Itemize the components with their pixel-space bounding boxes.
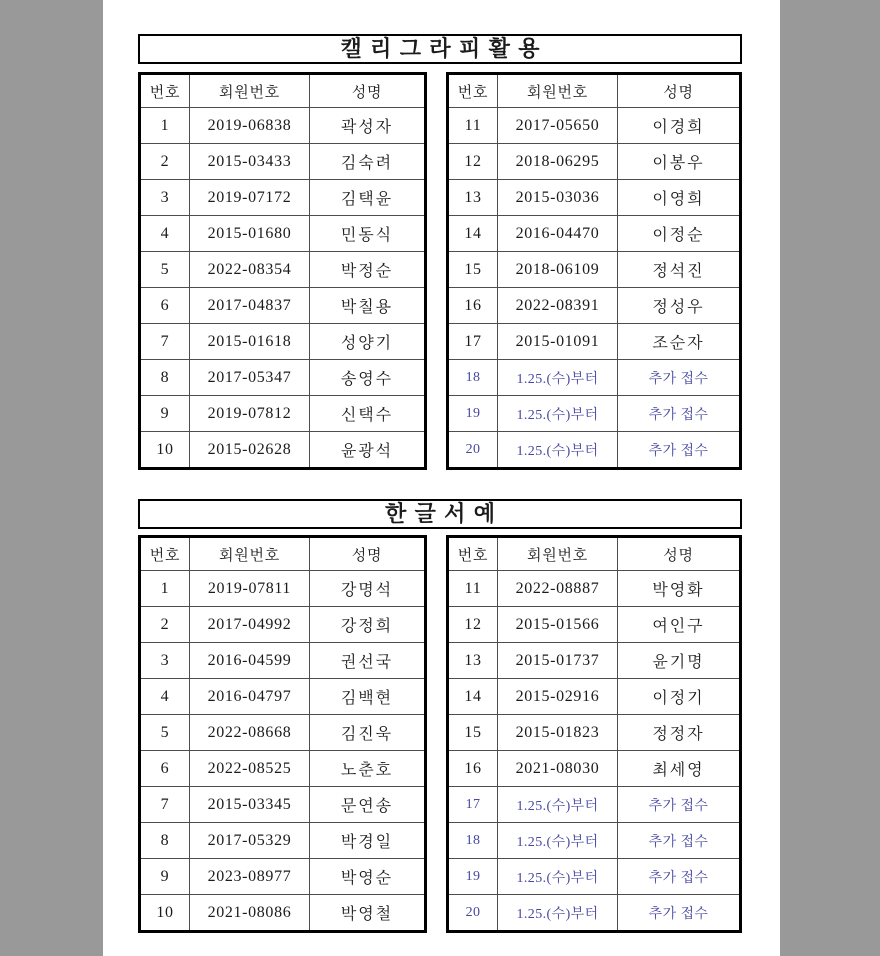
table-row	[448, 679, 741, 715]
name-cell: 이정순	[618, 216, 741, 252]
table-row	[140, 715, 426, 751]
name-cell: 성양기	[310, 324, 426, 360]
member-number-cell: 2022-08354	[190, 252, 310, 288]
row-number-cell: 14	[448, 216, 498, 252]
name-cell: 조순자	[618, 324, 741, 360]
roster-table-left	[138, 535, 427, 933]
name-cell: 추가 접수	[618, 360, 741, 396]
table-row	[448, 360, 741, 396]
header-row	[140, 537, 426, 571]
member-number-cell: 2021-08030	[498, 751, 618, 787]
member-number-cell: 2017-05329	[190, 823, 310, 859]
name-cell: 김진욱	[310, 715, 426, 751]
column-header-name: 성명	[310, 74, 426, 108]
name-cell: 민동식	[310, 216, 426, 252]
table-row	[140, 324, 426, 360]
table-row	[140, 751, 426, 787]
row-number-cell: 19	[448, 396, 498, 432]
name-cell: 강정희	[310, 607, 426, 643]
name-cell: 노춘호	[310, 751, 426, 787]
table-row	[140, 360, 426, 396]
name-cell: 추가 접수	[618, 432, 741, 469]
name-cell: 여인구	[618, 607, 741, 643]
table-row	[448, 715, 741, 751]
header-row	[448, 74, 741, 108]
row-number-cell: 10	[140, 432, 190, 469]
name-cell: 추가 접수	[618, 396, 741, 432]
table-row	[448, 252, 741, 288]
row-number-cell: 4	[140, 216, 190, 252]
member-number-cell: 1.25.(수)부터	[498, 360, 618, 396]
table-row	[140, 643, 426, 679]
table-row	[140, 859, 426, 895]
member-number-cell: 1.25.(수)부터	[498, 787, 618, 823]
column-header-no: 번호	[448, 74, 498, 108]
column-header-member: 회원번호	[190, 537, 310, 571]
member-number-cell: 2016-04599	[190, 643, 310, 679]
member-number-cell: 2018-06295	[498, 144, 618, 180]
row-number-cell: 5	[140, 252, 190, 288]
table-row	[140, 252, 426, 288]
row-number-cell: 2	[140, 607, 190, 643]
member-number-cell: 2015-03036	[498, 180, 618, 216]
table-row	[140, 823, 426, 859]
row-number-cell: 13	[448, 643, 498, 679]
name-cell: 정석진	[618, 252, 741, 288]
table-row	[448, 396, 741, 432]
row-number-cell: 3	[140, 643, 190, 679]
table-row	[448, 607, 741, 643]
name-cell: 김택윤	[310, 180, 426, 216]
name-cell: 윤기명	[618, 643, 741, 679]
table-row	[448, 432, 741, 469]
name-cell: 추가 접수	[618, 787, 741, 823]
member-number-cell: 2017-04992	[190, 607, 310, 643]
member-number-cell: 1.25.(수)부터	[498, 823, 618, 859]
member-number-cell: 2022-08391	[498, 288, 618, 324]
row-number-cell: 9	[140, 859, 190, 895]
column-header-name: 성명	[618, 74, 741, 108]
name-cell: 박영철	[310, 895, 426, 932]
row-number-cell: 16	[448, 288, 498, 324]
table-row	[140, 180, 426, 216]
section-title: 한글서예	[138, 499, 742, 529]
name-cell: 박영화	[618, 571, 741, 607]
name-cell: 강명석	[310, 571, 426, 607]
table-row	[140, 679, 426, 715]
table-row	[448, 895, 741, 932]
name-cell: 김숙려	[310, 144, 426, 180]
member-number-cell: 2015-03433	[190, 144, 310, 180]
name-cell: 정정자	[618, 715, 741, 751]
member-number-cell: 2019-07172	[190, 180, 310, 216]
table-row	[140, 396, 426, 432]
row-number-cell: 1	[140, 571, 190, 607]
tables-row	[138, 72, 742, 470]
name-cell: 박영순	[310, 859, 426, 895]
row-number-cell: 9	[140, 396, 190, 432]
name-cell: 박칠용	[310, 288, 426, 324]
member-number-cell: 2015-01680	[190, 216, 310, 252]
name-cell: 권선국	[310, 643, 426, 679]
row-number-cell: 15	[448, 252, 498, 288]
roster-table-left	[138, 72, 427, 470]
row-number-cell: 17	[448, 324, 498, 360]
tables-row	[138, 535, 742, 933]
column-header-member: 회원번호	[498, 537, 618, 571]
table-row	[140, 144, 426, 180]
row-number-cell: 7	[140, 324, 190, 360]
table-row	[140, 288, 426, 324]
row-number-cell: 5	[140, 715, 190, 751]
table-row	[448, 288, 741, 324]
section-title: 캘리그라피활용	[138, 34, 742, 64]
row-number-cell: 11	[448, 571, 498, 607]
member-number-cell: 2015-01618	[190, 324, 310, 360]
table-row	[140, 787, 426, 823]
table-row	[140, 607, 426, 643]
name-cell: 송영수	[310, 360, 426, 396]
table-row	[140, 216, 426, 252]
roster-table-right	[446, 72, 742, 470]
name-cell: 박경일	[310, 823, 426, 859]
column-header-name: 성명	[618, 537, 741, 571]
name-cell: 박정순	[310, 252, 426, 288]
row-number-cell: 6	[140, 751, 190, 787]
row-number-cell: 1	[140, 108, 190, 144]
column-header-member: 회원번호	[498, 74, 618, 108]
row-number-cell: 12	[448, 144, 498, 180]
table-row	[448, 859, 741, 895]
member-number-cell: 2015-03345	[190, 787, 310, 823]
row-number-cell: 18	[448, 823, 498, 859]
document-page	[103, 0, 780, 956]
member-number-cell: 2023-08977	[190, 859, 310, 895]
row-number-cell: 15	[448, 715, 498, 751]
name-cell: 이경희	[618, 108, 741, 144]
row-number-cell: 11	[448, 108, 498, 144]
row-number-cell: 13	[448, 180, 498, 216]
member-number-cell: 2015-01823	[498, 715, 618, 751]
roster-table-right	[446, 535, 742, 933]
column-header-member: 회원번호	[190, 74, 310, 108]
member-number-cell: 2015-01566	[498, 607, 618, 643]
table-row	[448, 823, 741, 859]
member-number-cell: 1.25.(수)부터	[498, 859, 618, 895]
row-number-cell: 14	[448, 679, 498, 715]
table-row	[140, 895, 426, 932]
name-cell: 추가 접수	[618, 823, 741, 859]
table-row	[448, 216, 741, 252]
page-content	[138, 0, 742, 933]
name-cell: 윤광석	[310, 432, 426, 469]
member-number-cell: 2019-07812	[190, 396, 310, 432]
name-cell: 추가 접수	[618, 895, 741, 932]
row-number-cell: 19	[448, 859, 498, 895]
row-number-cell: 17	[448, 787, 498, 823]
member-number-cell: 2015-01091	[498, 324, 618, 360]
member-number-cell: 2022-08525	[190, 751, 310, 787]
row-number-cell: 8	[140, 823, 190, 859]
name-cell: 이정기	[618, 679, 741, 715]
table-row	[448, 180, 741, 216]
member-number-cell: 2016-04470	[498, 216, 618, 252]
name-cell: 추가 접수	[618, 859, 741, 895]
member-number-cell: 2018-06109	[498, 252, 618, 288]
member-number-cell: 2022-08668	[190, 715, 310, 751]
row-number-cell: 20	[448, 895, 498, 932]
row-number-cell: 18	[448, 360, 498, 396]
column-header-name: 성명	[310, 537, 426, 571]
header-row	[140, 74, 426, 108]
table-row	[140, 432, 426, 469]
member-number-cell: 2017-04837	[190, 288, 310, 324]
name-cell: 곽성자	[310, 108, 426, 144]
row-number-cell: 20	[448, 432, 498, 469]
member-number-cell: 2019-07811	[190, 571, 310, 607]
row-number-cell: 8	[140, 360, 190, 396]
column-header-no: 번호	[140, 74, 190, 108]
column-header-no: 번호	[448, 537, 498, 571]
row-number-cell: 4	[140, 679, 190, 715]
member-number-cell: 1.25.(수)부터	[498, 396, 618, 432]
member-number-cell: 2015-01737	[498, 643, 618, 679]
member-number-cell: 2021-08086	[190, 895, 310, 932]
member-number-cell: 2015-02628	[190, 432, 310, 469]
table-row	[448, 144, 741, 180]
row-number-cell: 6	[140, 288, 190, 324]
member-number-cell: 1.25.(수)부터	[498, 895, 618, 932]
row-number-cell: 3	[140, 180, 190, 216]
table-row	[448, 751, 741, 787]
row-number-cell: 7	[140, 787, 190, 823]
table-row	[448, 787, 741, 823]
name-cell: 최세영	[618, 751, 741, 787]
row-number-cell: 2	[140, 144, 190, 180]
name-cell: 이영희	[618, 180, 741, 216]
name-cell: 문연송	[310, 787, 426, 823]
row-number-cell: 10	[140, 895, 190, 932]
name-cell: 이봉우	[618, 144, 741, 180]
row-number-cell: 12	[448, 607, 498, 643]
member-number-cell: 2016-04797	[190, 679, 310, 715]
member-number-cell: 2019-06838	[190, 108, 310, 144]
table-row	[140, 108, 426, 144]
section-calligraphy-use	[138, 34, 742, 470]
member-number-cell: 1.25.(수)부터	[498, 432, 618, 469]
table-row	[448, 643, 741, 679]
name-cell: 정성우	[618, 288, 741, 324]
table-row	[448, 108, 741, 144]
member-number-cell: 2017-05650	[498, 108, 618, 144]
section-hangul-calligraphy	[138, 499, 742, 933]
member-number-cell: 2017-05347	[190, 360, 310, 396]
table-row	[140, 571, 426, 607]
member-number-cell: 2022-08887	[498, 571, 618, 607]
column-header-no: 번호	[140, 537, 190, 571]
header-row	[448, 537, 741, 571]
table-row	[448, 324, 741, 360]
name-cell: 김백현	[310, 679, 426, 715]
table-row	[448, 571, 741, 607]
member-number-cell: 2015-02916	[498, 679, 618, 715]
name-cell: 신택수	[310, 396, 426, 432]
row-number-cell: 16	[448, 751, 498, 787]
